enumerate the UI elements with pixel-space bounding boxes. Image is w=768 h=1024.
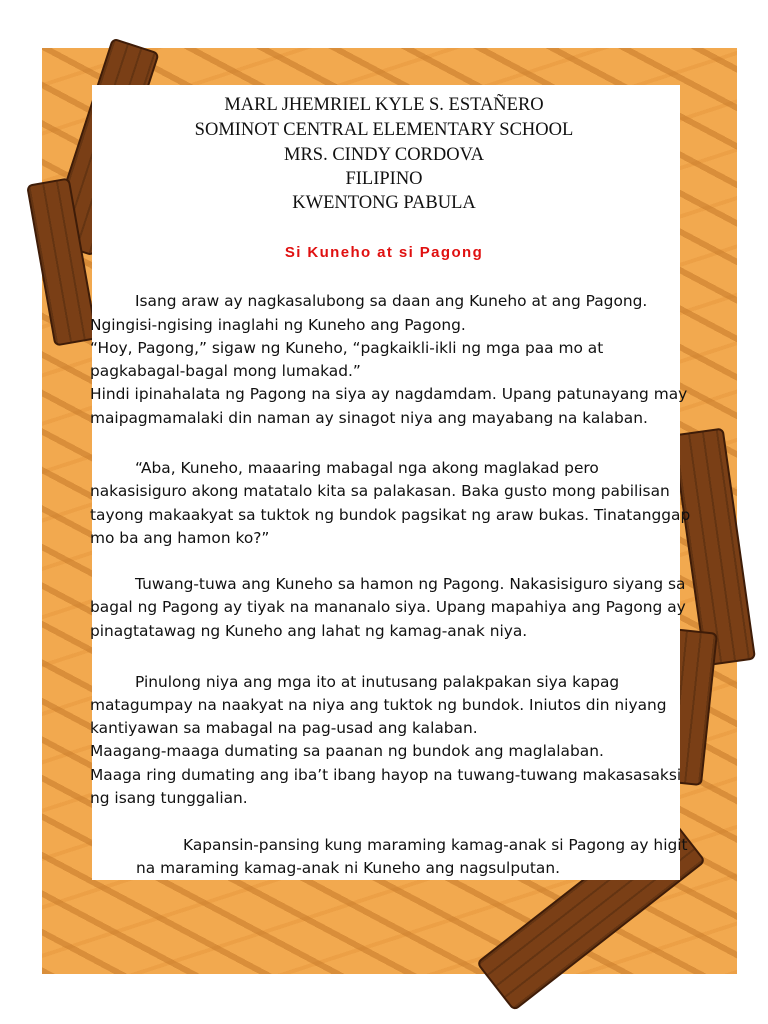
story-line: Pinulong niya ang mga ito at inutusang palakpakan siya kapag: [135, 673, 620, 691]
story-line: “Aba, Kuneho, maaaring mabagal nga akong maglakad pero: [135, 459, 599, 477]
story-line: nakasisiguro akong matatalo kita sa palakasan. Baka gusto mong pabilisan: [90, 482, 670, 500]
story-line: ng isang tunggalian.: [90, 789, 248, 807]
story-line: mo ba ang hamon ko?”: [90, 529, 270, 547]
story-line: “Hoy, Pagong,” sigaw ng Kuneho, “pagkaikli-ikli ng mga paa mo at: [90, 339, 604, 357]
story-line: pinagtatawag ng Kuneho ang lahat ng kamag-anak niya.: [90, 622, 528, 640]
story-line: Isang araw ay nagkasalubong sa daan ang Kuneho at ang Pagong.: [135, 292, 648, 310]
story-line: Hindi ipinahalata ng Pagong na siya ay nagdamdam. Upang patunayang may: [90, 385, 688, 403]
story-line: tayong makaakyat sa tuktok ng bundok pagsikat ng araw bukas. Tinatanggap: [90, 506, 691, 524]
story-line: na maraming kamag-anak ni Kuneho ang nagsulputan.: [136, 859, 560, 877]
teacher-name: MRS. CINDY CORDOVA: [284, 145, 484, 165]
story-line: maipagmamalaki din naman ay sinagot niya ang mayabang na kalaban.: [90, 409, 648, 427]
story-title: Si Kuneho at si Pagong: [284, 244, 484, 261]
story-line: Ngingisi-ngising inaglahi ng Kuneho ang Pagong.: [90, 316, 466, 334]
subject-name: FILIPINO: [345, 169, 423, 189]
school-name: SOMINOT CENTRAL ELEMENTARY SCHOOL: [194, 120, 574, 140]
story-line: kantiyawan sa mabagal na pag-usad ang kalaban.: [90, 719, 478, 737]
story-line: Tuwang-tuwa ang Kuneho sa hamon ng Pagong. Nakasisiguro siyang sa: [135, 575, 686, 593]
author-name: MARL JHEMRIEL KYLE S. ESTAÑERO: [224, 95, 544, 115]
story-line: pagkabagal-bagal mong lumakad.”: [90, 362, 361, 380]
story-line: Maaga ring dumating ang iba’t ibang hayop na tuwang-tuwang makasasaksi: [90, 766, 682, 784]
story-line: Maagang-maaga dumating sa paanan ng bundok ang maglalaban.: [90, 742, 604, 760]
story-line: bagal ng Pagong ay tiyak na mananalo siya. Upang mapahiya ang Pagong ay: [90, 598, 686, 616]
story-line: Kapansin-pansing kung maraming kamag-anak si Pagong ay higit: [183, 836, 688, 854]
story-line: matagumpay na naakyat na niya ang tuktok ng bundok. Iniutos din niyang: [90, 696, 667, 714]
story-category: KWENTONG PABULA: [292, 193, 476, 213]
